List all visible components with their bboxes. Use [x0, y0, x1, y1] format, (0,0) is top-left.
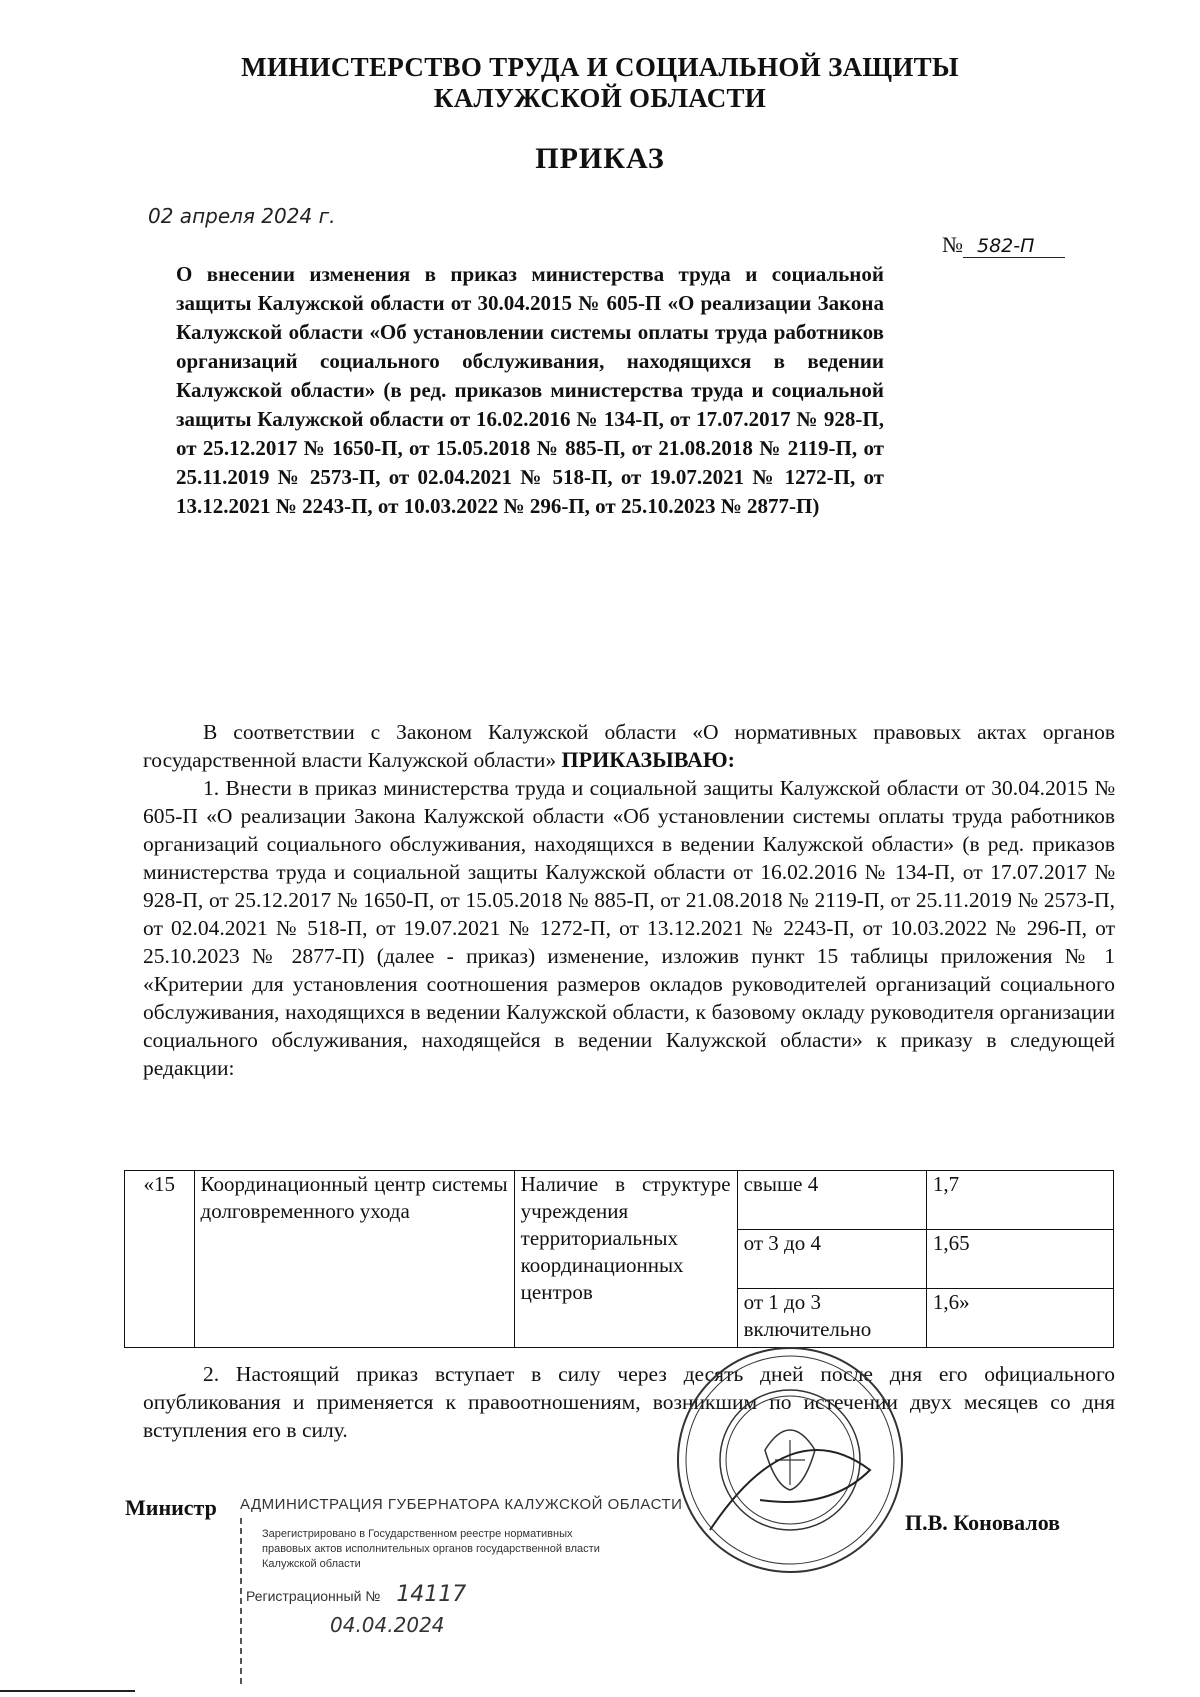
reg-stamp-text: Зарегистрировано в Государственном реестре нормативных правовых актов исполнительных органов государственной власти Калужской области: [262, 1528, 600, 1570]
preamble-text: В соответствии с Законом Калужской области «О нормативных правовых актах органов государственной власти Калужской области»: [143, 720, 1115, 772]
handwritten-date: 02 апреля 2024 г.: [148, 204, 336, 228]
reg-date: 04.04.2024: [330, 1613, 445, 1637]
table-cell-coef: 1,6»: [926, 1289, 1113, 1348]
handwritten-number: 582-П: [963, 235, 1065, 258]
table-cell-criterion: Наличие в структуре учреждения территориальных координационных центров: [514, 1171, 737, 1348]
signature-position: Министр: [125, 1495, 217, 1520]
reg-stamp-number-row: [240, 1582, 620, 1607]
order-number: [942, 232, 1065, 258]
doc-type-heading: ПРИКАЗ: [535, 142, 665, 175]
number-label: №: [942, 232, 963, 257]
official-seal-icon: [670, 1340, 910, 1580]
reg-number: 14117: [396, 1582, 467, 1607]
table-cell-range: свыше 4: [737, 1171, 926, 1230]
reg-number-label: Регистрационный №: [246, 1588, 381, 1604]
item-1-paragraph: 1. Внести в приказ министерства труда и социальной защиты Калужской области от 30.04.2015 № 605-П «О реализации Закона Калужской области «Об установлении системы оплаты труда работников организаций социального обслуживания, находящихся в ведении Калужской области» (в ред. приказов министерства труда и социальной защиты Калужской области от 16.02.2016 № 134-П, от 17.07.2017 № 928-П, от 25.12.2017 № 1650-П, от 15.05.2018 № 885-П, от 21.08.2018 № 2119-П, от 25.11.2019 № 2573-П, от 02.04.2021 № 518-П, от 19.07.2021 № 1272-П, от 13.12.2021 № 2243-П, от 10.03.2022 № 296-П, от 25.10.2023 № 2877-П) (далее - приказ) изменение, изложив пункт 15 таблицы приложения № 1 «Критерии для установления соотношения размеров окладов руководителей организаций социального обслуживания, находящихся в ведении Калужской области, к базовому окладу руководителя организации социального обслуживания, находящейся в ведении Калужской области» к приказу в следующей редакции:: [143, 776, 1115, 1080]
table-row: [125, 1171, 1114, 1230]
order-title: О внесении изменения в приказ министерства труда и социальной защиты Калужской области от 30.04.2015 № 605-П «О реализации Закона Калужской области «Об установлении системы оплаты труда работников организаций социального обслуживания, находящихся в ведении Калужской области» (в ред. приказов министерства труда и социальной защиты Калужской области от 16.02.2016 № 134-П, от 17.07.2017 № 928-П, от 25.12.2017 № 1650-П, от 15.05.2018 № 885-П, от 21.08.2018 № 2119-П, от 25.11.2019 № 2573-П, от 02.04.2021 № 518-П, от 19.07.2021 № 1272-П, от 13.12.2021 № 2243-П, от 10.03.2022 № 296-П, от 25.10.2023 № 2877-П): [176, 262, 884, 518]
criteria-table: [124, 1170, 1114, 1348]
signature-name: П.В. Коновалов: [905, 1510, 1061, 1535]
ministry-line-2: КАЛУЖСКОЙ ОБЛАСТИ: [433, 83, 767, 113]
ministry-heading: [0, 52, 1200, 114]
reg-stamp-org: АДМИНИСТРАЦИЯ ГУБЕРНАТОРА КАЛУЖСКОЙ ОБЛАСТИ: [240, 1496, 683, 1513]
preamble-paragraph: [143, 718, 1115, 774]
table-cell-coef: 1,65: [926, 1230, 1113, 1289]
table-cell-range: от 3 до 4: [737, 1230, 926, 1289]
order-body: [143, 718, 1115, 1082]
table-cell-num: «15: [125, 1171, 195, 1348]
order-body-2: [143, 1360, 1115, 1444]
registration-stamp: [240, 1496, 683, 1686]
ministry-line-1: МИНИСТЕРСТВО ТРУДА И СОЦИАЛЬНОЙ ЗАЩИТЫ: [241, 52, 959, 82]
table-cell-range: от 1 до 3 включительно: [737, 1289, 926, 1348]
reg-stamp-border: [240, 1518, 244, 1684]
preamble-bold: ПРИКАЗЫВАЮ:: [561, 747, 735, 772]
table-cell-coef: 1,7: [926, 1171, 1113, 1230]
table-cell-name: Координационный центр системы долговременного ухода: [194, 1171, 514, 1348]
item-2-paragraph: 2. Настоящий приказ вступает в силу через десять дней после дня его официального опубликования и применяется к правоотношениям, возникшим по истечении двух месяцев со дня вступления его в силу.: [143, 1362, 1115, 1442]
bottom-divider: [0, 1690, 135, 1692]
